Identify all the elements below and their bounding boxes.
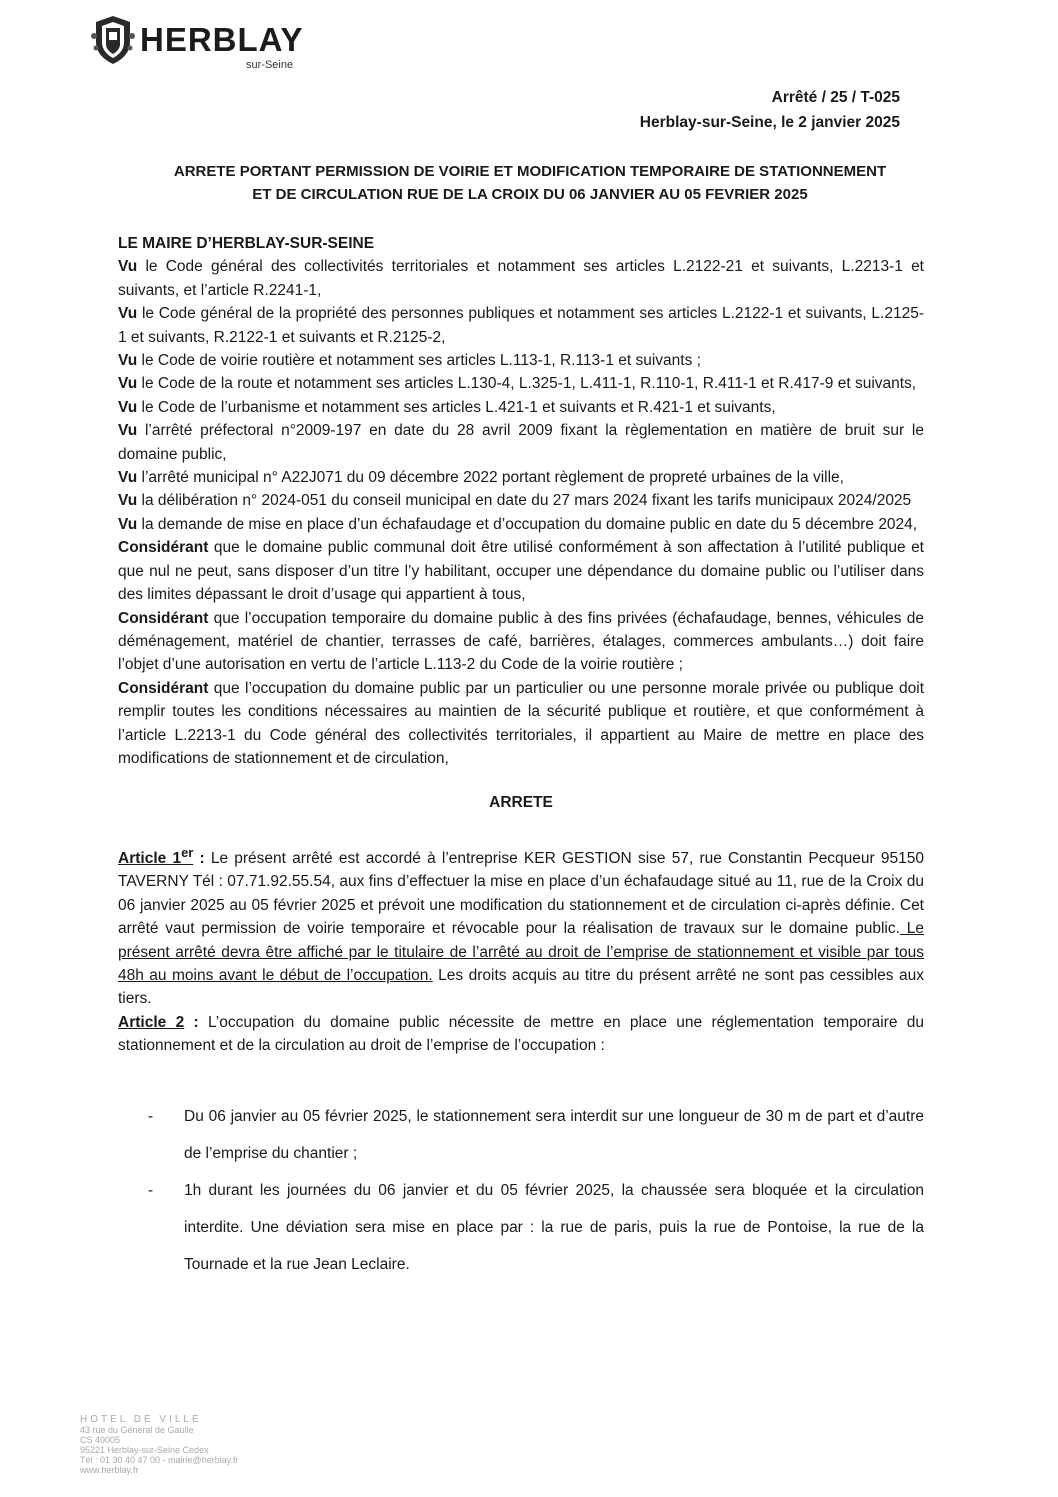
footer-cs: CS 40005 (80, 1435, 121, 1445)
document-title (100, 160, 960, 206)
arrete-heading: ARRETE (489, 794, 553, 812)
list-item-text: 1h durant les journées du 06 janvier et du 05 février 2025, la chaussée sera bloquée et la circulation interdite. Une déviation sera mise en place par : la rue de paris, puis la rue de Pontoise, la rue de la Tournade et la rue Jean Leclaire. (184, 1181, 924, 1273)
logo-wordmark: HERBLAY (140, 21, 304, 58)
vu-paragraph (118, 372, 924, 395)
vu-text: le Code général de la propriété des personnes publiques et notamment ses articles L.2122-1 et suivants, L.2125-1 et suivants, R.2122-1 et suivants et R.2125-2, (118, 305, 924, 346)
considerant-text: que l’occupation du domaine public par un particulier ou une personne morale privée ou publique doit remplir toutes les conditions nécessaires au maintien de la sécurité publique et routière, et que conformément à l’article L.2213-1 du Code général des collectivités territoriales, il appartient au Maire de mettre en place des modifications de stationnement et de circulation, (118, 679, 924, 767)
maire-heading: LE MAIRE D’HERBLAY-SUR-SEINE (118, 235, 375, 252)
footer-hotel-de-ville: HOTEL DE VILLE (80, 1414, 202, 1425)
vu-label: Vu (118, 422, 138, 440)
bullet-dash: - (148, 1107, 154, 1125)
vu-text: la demande de mise en place d’un échafaudage et d’occupation du domaine public en date du 5 décembre 2024, (137, 515, 918, 533)
vu-text: le Code général des collectivités territoriales et notamment ses articles L.2122-21 et suivants, L.2213-1 et suivants, et l’article R.2241-1, (118, 258, 924, 299)
article-1-text: Le présent arrêté est accordé à l’entreprise KER GESTION sise 57, rue Constantin Pecqueur 95150 TAVERNY Tél : 07.71.92.55.54, aux fins d’effectuer la mise en place d’un échafaudage situé au 11, rue de la Croix du 06 janvier 2025 au 05 février 2025 et prévoit une modification du stationnement et de circulation ci-après définie. Cet arrêté vaut permission de voirie temporaire et révocable pour la réalisation de travaux sur le domaine public. (118, 849, 925, 938)
list-item (118, 1172, 924, 1283)
article-2-text: L’occupation du domaine public nécessite de mettre en place une réglementation temporaire du stationnement et de la circulation au droit de l’emprise de l’occupation : (118, 1013, 925, 1055)
article-2-colon: : (184, 1013, 199, 1031)
considerant-label: Considérant (118, 609, 209, 627)
title-line-1: ARRETE PORTANT PERMISSION DE VOIRIE ET MODIFICATION TEMPORAIRE DE STATIONNEMENT (173, 163, 887, 180)
article-1-label: Article 1er (118, 844, 194, 867)
vu-paragraph (118, 349, 924, 372)
logo-subtitle: sur-Seine (246, 59, 294, 71)
city-crest-icon (90, 14, 136, 66)
vu-label: Vu (118, 469, 138, 487)
vu-label: Vu (118, 305, 138, 323)
vu-label: Vu (118, 375, 138, 393)
considerant-paragraph (118, 536, 924, 606)
footer-city: 95221 Herblay-sur-Seine Cedex (80, 1445, 209, 1455)
article-1-colon: : (193, 849, 205, 867)
vu-paragraph (118, 419, 924, 466)
article-1-closing: Les droits acquis au titre du présent arrêté ne sont pas cessibles aux tiers. (118, 966, 924, 1008)
arrete-number: Arrêté / 25 / T-025 (771, 89, 900, 106)
vu-text: l’arrêté préfectoral n°2009-197 en date du 28 avril 2009 fixant la règlementation en matière de bruit sur le domaine public, (118, 422, 924, 463)
vu-paragraph (118, 302, 924, 349)
considerant-paragraph (118, 607, 924, 677)
vu-label: Vu (118, 515, 138, 533)
vu-paragraph (118, 396, 924, 419)
footer-address (80, 1415, 380, 1475)
footer-website: www.herblay.fr (80, 1465, 139, 1475)
place-and-date: Herblay-sur-Seine, le 2 janvier 2025 (639, 114, 900, 131)
document-reference (640, 85, 900, 135)
footer-contact: Tél : 01 30 40 47 00 - mairie@herblay.fr (80, 1455, 239, 1465)
vu-text: le Code de la route et notamment ses articles L.130-4, L.325-1, L.411-1, R.110-1, R.411-1 et R.417-9 et suivants, (137, 375, 917, 393)
list-item (118, 1098, 924, 1172)
article-2-label: Article 2 (118, 1013, 185, 1031)
vu-text: l’arrêté municipal n° A22J071 du 09 décembre 2022 portant règlement de propreté urbaines de la ville, (137, 469, 844, 487)
considerant-paragraph (118, 677, 924, 771)
considerant-text: que l’occupation temporaire du domaine public à des fins privées (échafaudage, bennes, véhicules de déménagement, matériel de chantier, terrasses de café, barrières, étalages, commerces ambulants…) doit faire l’objet d’une autorisation en vertu de l’article L.113-2 du Code de la voirie routière ; (118, 609, 924, 674)
bullet-dash: - (148, 1181, 154, 1199)
vu-label: Vu (118, 398, 138, 416)
list-item-text: Du 06 janvier au 05 février 2025, le stationnement sera interdit sur une longueur de 30 m de part et d’autre de l’emprise du chantier ; (184, 1107, 924, 1162)
vu-label: Vu (118, 352, 138, 370)
herblay-logo (88, 14, 318, 74)
vu-paragraph (118, 489, 924, 512)
considerant-label: Considérant (118, 539, 209, 557)
document-body (118, 232, 924, 1283)
vu-text: le Code de l’urbanisme et notamment ses articles L.421-1 et suivants et R.421-1 et suivants, (137, 398, 776, 416)
considerant-text: que le domaine public communal doit être utilisé conformément à son affectation à l’utilité publique et que nul ne peut, sans disposer d’un titre l’y habilitant, occuper une dépendance du domaine public ou l’utiliser dans des limites dépassant le droit d’usage qui appartient à tous, (118, 539, 924, 604)
vu-paragraph (118, 255, 924, 302)
article-1 (118, 841, 924, 1011)
article-2-list (118, 1098, 924, 1283)
vu-label: Vu (118, 258, 138, 276)
article-1-underlined-notice: Le présent arrêté devra être affiché par le titulaire de l’arrêté au droit de l’emprise de stationnement et visible par tous 48h au moins avant le début de l’occupation. (118, 920, 924, 984)
vu-paragraph (118, 513, 924, 536)
vu-paragraph (118, 466, 924, 489)
vu-text: le Code de voirie routière et notamment ses articles L.113-1, R.113-1 et suivants ; (137, 352, 701, 370)
footer-street: 43 rue du Général de Gaulle (80, 1425, 194, 1435)
vu-label: Vu (118, 492, 138, 510)
considerant-label: Considérant (118, 679, 209, 697)
title-line-2: ET DE CIRCULATION RUE DE LA CROIX DU 06 JANVIER AU 05 FEVRIER 2025 (252, 186, 808, 203)
vu-text: la délibération n° 2024-051 du conseil municipal en date du 27 mars 2024 fixant les tarifs municipaux 2024/2025 (137, 492, 912, 510)
article-2 (118, 1011, 924, 1058)
